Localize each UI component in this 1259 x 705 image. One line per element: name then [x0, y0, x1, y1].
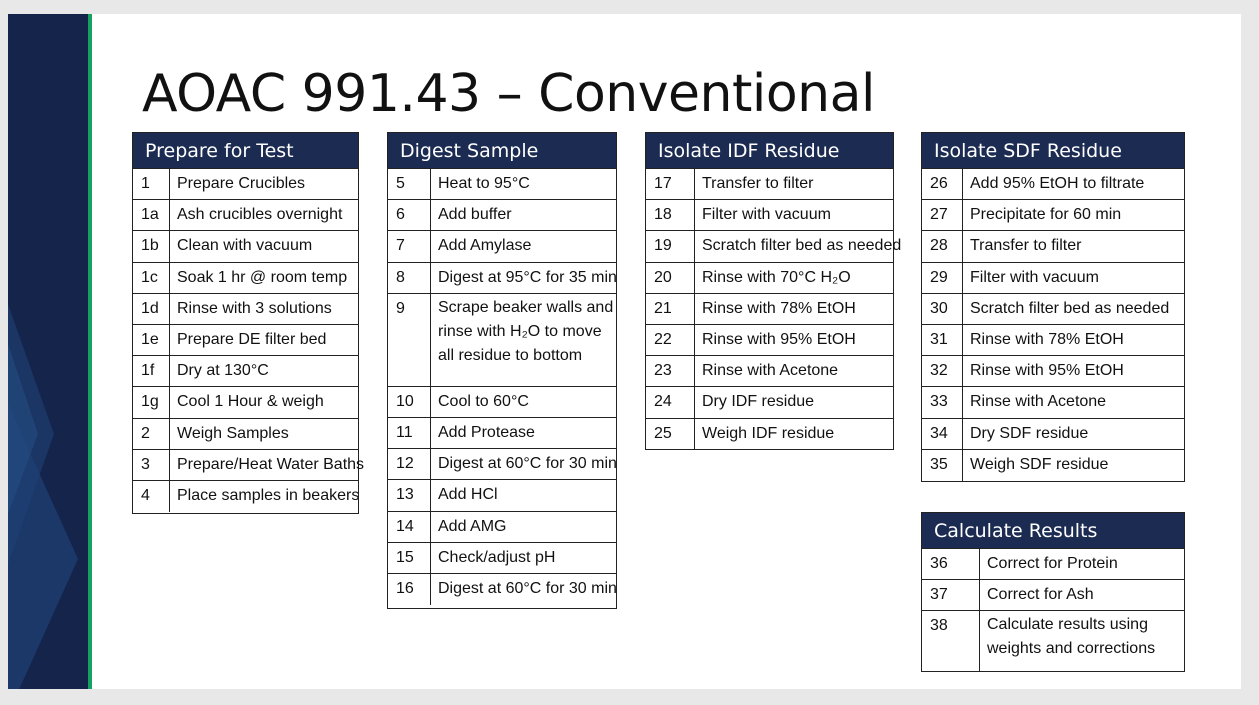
step-text: Dry SDF residue: [970, 424, 1089, 442]
step-row: [922, 419, 1184, 450]
step-number: 35: [922, 450, 963, 481]
step-number: 38: [922, 611, 980, 672]
step-number: 2: [133, 419, 170, 449]
step-text: Add Amylase: [438, 237, 532, 255]
step-number: 4: [133, 481, 170, 512]
card-header: Digest Sample: [388, 133, 616, 169]
step-text: Rinse with 78% EtOH: [702, 299, 856, 317]
card-header: Prepare for Test: [133, 133, 358, 169]
step-number: 9: [388, 294, 431, 386]
step-text: Digest at 95°C for 35 min: [438, 268, 617, 286]
card-header: Isolate IDF Residue: [646, 133, 893, 169]
step-number: 16: [388, 574, 431, 605]
step-row: [922, 200, 1184, 231]
step-row: [133, 419, 358, 450]
step-text: Check/adjust pH: [438, 548, 556, 566]
step-text: Cool to 60°C: [438, 392, 529, 410]
step-text: Rinse with 95% EtOH: [970, 362, 1124, 380]
step-text: Add Protease: [438, 424, 535, 442]
step-row: [388, 574, 616, 605]
step-row: [646, 169, 893, 200]
step-number: 27: [922, 200, 963, 230]
step-text: Prepare DE filter bed: [177, 331, 327, 349]
step-number: 5: [388, 169, 431, 199]
step-row: [388, 543, 616, 574]
step-text: Add HCl: [438, 486, 498, 504]
step-text: Soak 1 hr @ room temp: [177, 268, 348, 286]
step-list: [133, 169, 365, 512]
calculate-results-card: [921, 512, 1185, 672]
step-row: [922, 169, 1184, 200]
isolate-idf-card: [645, 132, 902, 450]
step-row: [388, 263, 616, 294]
step-number: 17: [646, 169, 695, 199]
accent-stripe: [88, 14, 92, 689]
step-row: [388, 387, 616, 418]
step-text: Clean with vacuum: [177, 237, 313, 255]
step-text: Digest at 60°C for 30 min: [438, 580, 617, 598]
step-number: 1f: [133, 356, 170, 386]
step-row: [388, 294, 616, 387]
step-text: Add 95% EtOH to filtrate: [970, 175, 1145, 193]
step-row: [133, 294, 358, 325]
step-row: [133, 263, 358, 294]
step-text: Weigh IDF residue: [702, 425, 835, 443]
step-number: 1d: [133, 294, 170, 324]
step-row: [922, 294, 1184, 325]
step-row: [922, 325, 1184, 356]
step-text: Rinse with Acetone: [970, 393, 1107, 411]
step-number: 13: [388, 480, 431, 510]
prepare-for-test-card: [132, 132, 365, 514]
step-text: Scratch filter bed as needed: [970, 299, 1170, 317]
step-text: Rinse with 95% EtOH: [702, 331, 856, 349]
step-row: [646, 294, 893, 325]
step-number: 26: [922, 169, 963, 199]
card-header: Calculate Results: [922, 513, 1184, 549]
step-row: [922, 356, 1184, 387]
step-text: Place samples in beakers: [177, 487, 360, 505]
step-number: 20: [646, 263, 695, 293]
step-text: Weigh Samples: [177, 424, 289, 442]
step-row: [922, 263, 1184, 294]
step-row: [388, 449, 616, 480]
step-text: Cool 1 Hour & weigh: [177, 393, 324, 411]
step-row: [922, 450, 1184, 481]
step-row: [388, 200, 616, 231]
step-text: Correct for Ash: [987, 586, 1094, 604]
step-number: 1a: [133, 200, 170, 230]
step-number: 36: [922, 549, 980, 579]
step-text: Digest at 60°C for 30 min: [438, 455, 617, 473]
step-text: Scratch filter bed as needed: [702, 237, 902, 255]
step-number: 23: [646, 356, 695, 386]
step-text: Filter with vacuum: [702, 206, 831, 224]
chevron-decoration-icon: [8, 14, 88, 689]
step-number: 18: [646, 200, 695, 230]
step-text: Add buffer: [438, 206, 512, 224]
step-number: 8: [388, 263, 431, 293]
step-row: [133, 481, 358, 512]
step-row: [133, 200, 358, 231]
step-row: [133, 231, 358, 262]
step-text: Filter with vacuum: [970, 268, 1099, 286]
step-row: [133, 450, 365, 481]
step-number: 30: [922, 294, 963, 324]
step-number: 3: [133, 450, 170, 480]
step-number: 1b: [133, 231, 170, 261]
step-row: [388, 231, 616, 262]
step-row: [922, 580, 1184, 611]
slide-sidebar: [8, 14, 88, 689]
step-row: [133, 325, 358, 356]
step-text: Rinse with 70°C H₂O: [702, 268, 851, 286]
step-text: Weigh SDF residue: [970, 456, 1109, 474]
step-row: [646, 419, 893, 450]
step-row: [922, 611, 1184, 672]
step-text: Scrape beaker walls and rinse with H₂O to move all residue to bottom: [438, 298, 614, 364]
step-text: Prepare Crucibles: [177, 175, 306, 193]
card-header: Isolate SDF Residue: [922, 133, 1184, 169]
step-number: 25: [646, 419, 695, 450]
step-number: 7: [388, 231, 431, 261]
step-row: [388, 418, 616, 449]
step-text: Rinse with 3 solutions: [177, 299, 332, 317]
step-number: 1c: [133, 263, 170, 293]
step-number: 24: [646, 387, 695, 417]
step-row: [646, 387, 893, 418]
step-number: 19: [646, 231, 695, 261]
step-text: Dry at 130°C: [177, 362, 269, 380]
step-list: [388, 169, 616, 605]
step-row: [922, 387, 1184, 418]
step-text: Precipitate for 60 min: [970, 206, 1122, 224]
step-row: [133, 387, 358, 418]
step-number: 31: [922, 325, 963, 355]
step-number: 32: [922, 356, 963, 386]
step-row: [646, 325, 893, 356]
step-number: 21: [646, 294, 695, 324]
step-row: [388, 169, 616, 200]
step-number: 1: [133, 169, 170, 199]
step-text: Calculate results using weights and corrections: [987, 616, 1156, 658]
step-number: 1e: [133, 325, 170, 355]
step-text: Rinse with 78% EtOH: [970, 331, 1124, 349]
step-row: [922, 549, 1184, 580]
step-number: 28: [922, 231, 963, 261]
step-row: [922, 231, 1184, 262]
step-text: Add AMG: [438, 517, 507, 535]
step-number: 22: [646, 325, 695, 355]
step-row: [388, 480, 616, 511]
step-list: [646, 169, 902, 450]
isolate-sdf-card: [921, 132, 1185, 482]
digest-sample-card: [387, 132, 617, 609]
step-number: 11: [388, 418, 431, 448]
step-number: 37: [922, 580, 980, 610]
step-row: [646, 356, 893, 387]
step-number: 14: [388, 512, 431, 542]
step-row: [133, 169, 358, 200]
step-text: Transfer to filter: [970, 237, 1082, 255]
step-text: Prepare/Heat Water Baths: [177, 455, 365, 473]
step-text: Heat to 95°C: [438, 175, 530, 193]
step-row: [388, 512, 616, 543]
step-text: Ash crucibles overnight: [177, 206, 343, 224]
step-list: [922, 169, 1184, 481]
page-title: AOAC 991.43 – Conventional: [142, 64, 875, 124]
step-text: Correct for Protein: [987, 555, 1118, 573]
step-row: [646, 200, 893, 231]
step-text: Rinse with Acetone: [702, 362, 839, 380]
step-list: [922, 549, 1184, 672]
step-number: 33: [922, 387, 963, 417]
step-row: [133, 356, 358, 387]
step-number: 10: [388, 387, 431, 417]
step-number: 34: [922, 419, 963, 449]
step-text: Transfer to filter: [702, 175, 814, 193]
step-number: 29: [922, 263, 963, 293]
step-number: 6: [388, 200, 431, 230]
step-number: 12: [388, 449, 431, 479]
step-row: [646, 263, 893, 294]
step-number: 15: [388, 543, 431, 573]
step-text: Dry IDF residue: [702, 393, 815, 411]
step-number: 1g: [133, 387, 170, 417]
step-row: [646, 231, 902, 262]
